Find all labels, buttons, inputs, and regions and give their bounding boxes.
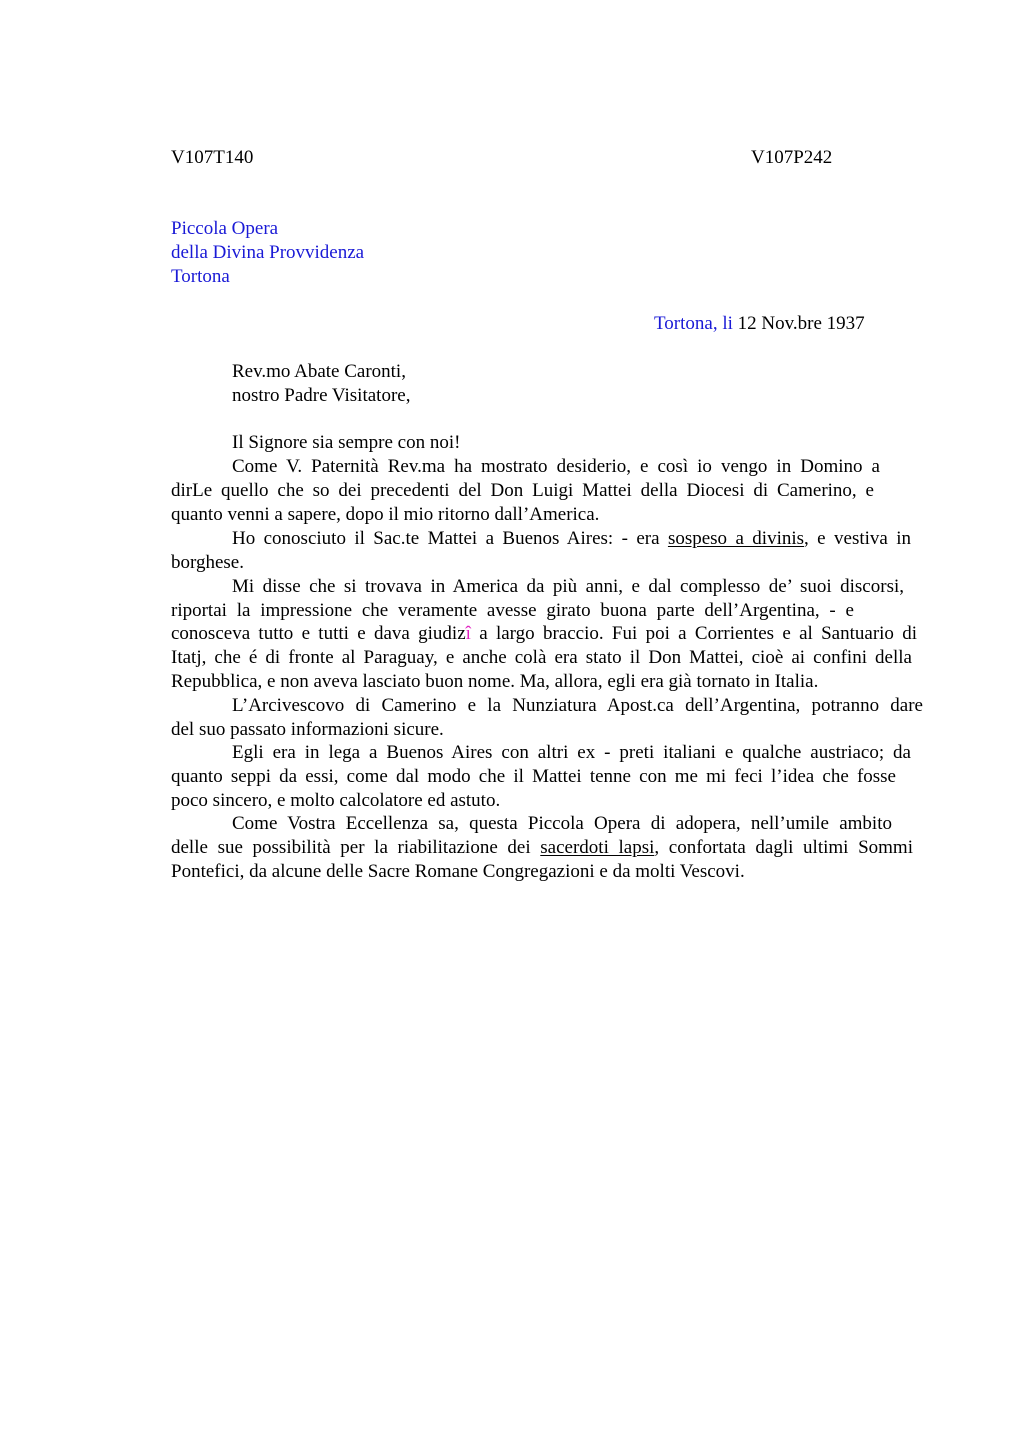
dateline-date: 12 Nov.bre 1937 <box>737 313 865 334</box>
underlined-phrase-sospeso: sospeso a divinis <box>667 528 805 549</box>
underlined-phrase-lapsi: sacerdoti lapsi <box>540 837 655 858</box>
paragraph-3-line-1: Mi disse che si trovava in America da più anni, e dal complesso de’ suoi discorsi, <box>232 576 904 597</box>
letterhead-line-2: della Divina Provvidenza <box>171 242 365 263</box>
paragraph-5-line-3: poco sincero, e molto calcolatore ed astuto. <box>171 790 501 811</box>
paragraph-6-line-3: Pontefici, da alcune delle Sacre Romane Congregazioni e da molti Vescovi. <box>171 861 745 882</box>
accent-mark: î <box>465 623 471 644</box>
paragraph-2-text-a: Ho conosciuto il Sac.te Mattei a Buenos Aires: - era <box>232 528 668 549</box>
salutation-line-1: Rev.mo Abate Caronti, <box>232 361 406 382</box>
paragraph-4-line-1: L’Arcivescovo di Camerino e la Nunziatura Apost.ca dell’Argentina, potranno dare <box>232 695 923 716</box>
paragraph-3-line-3 <box>171 622 917 646</box>
paragraph-3-line-4: Itatj, che é di fronte al Paraguay, e anche colà era stato il Don Mattei, cioè ai confini della <box>171 647 912 668</box>
paragraph-2-line-2: borghese. <box>171 552 244 573</box>
paragraph-5-line-1: Egli era in lega a Buenos Aires con altri ex - preti italiani e qualche austriaco; da <box>232 742 911 763</box>
paragraph-6-line-1: Come Vostra Eccellenza sa, questa Piccola Opera di adopera, nell’umile ambito <box>232 813 892 834</box>
paragraph-6-text-b: , confortata dagli ultimi Sommi <box>654 837 913 858</box>
document-code-right: V107P242 <box>751 147 833 168</box>
letterhead-line-3: Tortona <box>171 266 230 287</box>
paragraph-6-line-2 <box>171 836 913 860</box>
paragraph-2-text-b: , e vestiva in <box>804 528 912 549</box>
paragraph-1-line-1: Come V. Paternità Rev.ma ha mostrato desiderio, e così io vengo in Domino a <box>232 456 880 477</box>
paragraph-2-line-1 <box>232 527 911 551</box>
letterhead-line-1: Piccola Opera <box>171 218 279 239</box>
greeting: Il Signore sia sempre con noi! <box>232 432 461 453</box>
paragraph-3-line-2: riportai la impressione che veramente avesse girato buona parte dell’Argentina, - e <box>171 600 854 621</box>
paragraph-6-text-a: delle sue possibilità per la riabilitazione dei <box>171 837 541 858</box>
salutation-line-2: nostro Padre Visitatore, <box>232 385 411 406</box>
paragraph-1-line-2: dirLe quello che so dei precedenti del Don Luigi Mattei della Diocesi di Camerino, e <box>171 480 874 501</box>
paragraph-3-line-5: Repubblica, e non aveva lasciato buon nome. Ma, allora, egli era già tornato in Italia. <box>171 671 819 692</box>
paragraph-3-text-b: a largo braccio. Fui poi a Corrientes e al Santuario di <box>479 623 918 644</box>
paragraph-4-line-2: del suo passato informazioni sicure. <box>171 719 444 740</box>
document-code-left: V107T140 <box>171 147 254 168</box>
paragraph-3-text-a: conosceva tutto e tutti e dava giudiz <box>171 623 466 644</box>
paragraph-5-line-2: quanto seppi da essi, come dal modo che il Mattei tenne con me mi feci l’idea che fosse <box>171 766 896 787</box>
paragraph-1-line-3: quanto venni a sapere, dopo il mio ritorno dall’America. <box>171 504 600 525</box>
dateline-place: Tortona, li <box>654 313 733 334</box>
dateline <box>654 312 865 336</box>
